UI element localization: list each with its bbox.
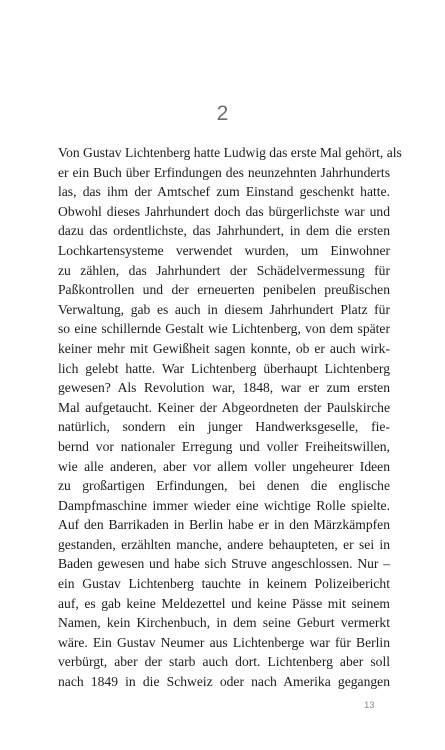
text-line: Mal aufgetaucht. Keiner der Abgeordneten der Paulskirche (58, 399, 390, 415)
text-line: Verwaltung, gab es auch in diesem Jahrhundert Platz für (58, 301, 390, 317)
text-line: dazu das ordentlichste, das Jahrhundert, in dem die ersten (58, 223, 390, 239)
text-line: ein Gustav Lichtenberg tauchte in keinem Polizeibericht (58, 576, 390, 592)
text-line: natürlich, sondern ein junger Handwerksgeselle, fie- (58, 419, 390, 435)
text-line: verbürgt, aber der starb auch dort. Lichtenberg aber soll (58, 654, 390, 670)
text-line: er ein Buch über Erfindungen des neunzehnten Jahrhunderts (58, 164, 390, 180)
text-line: wäre. Ein Gustav Neumer aus Lichtenberge war für Berlin (58, 634, 390, 650)
text-line: Baden gewesen und habe sich Struve angeschlossen. Nur – (58, 556, 390, 572)
text-line: wie alle anderen, aber vor allem voller ungeheurer Ideen (58, 458, 390, 474)
text-line: nach 1849 in die Schweiz oder nach Amerika gegangen (58, 674, 390, 690)
text-line: Auf den Barrikaden in Berlin habe er in den Märzkämpfen (58, 517, 390, 533)
text-line: Paßkontrollen und der erneuerten penibelen preußischen (58, 282, 390, 298)
text-line: auf, es gab keine Meldezettel und keine Pässe mit seinem (58, 595, 390, 611)
text-line: zu großartigen Erfindungen, bei denen die englische (58, 478, 390, 494)
chapter-number: 2 (216, 102, 229, 125)
text-line: lich gelebt hatte. War Lichtenberg überhaupt Lichtenberg (58, 360, 390, 376)
text-line: zu zählen, das Jahrhundert der Schädelvermessung für (58, 262, 390, 278)
text-line: Obwohl dieses Jahrhundert doch das bürgerlichste war und (58, 203, 390, 219)
text-line: gewesen? Als Revolution war, 1848, war er zum ersten (58, 380, 390, 396)
text-line: las, das ihm der Amtschef zum Einstand geschenkt hatte. (58, 184, 390, 200)
body-text (58, 143, 402, 692)
text-line: Lochkartensysteme verwendet wurden, um Einwohner (58, 242, 390, 258)
text-line: bernd vor nationaler Erregung und voller Freiheitswillen, (58, 438, 390, 454)
text-line: keiner mehr mit Gewißheit sagen konnte, ob er auch wirk- (58, 340, 390, 356)
text-line: Von Gustav Lichtenberg hatte Ludwig das erste Mal gehört, als (58, 145, 402, 160)
page-number: 13 (364, 700, 375, 711)
text-line: so eine schillernde Gestalt wie Lichtenberg, von dem später (58, 321, 390, 337)
text-line: Dampfmaschine immer wieder eine wichtige Rolle spielte. (58, 497, 390, 513)
text-line: Namen, kein Kirchenbuch, in dem seine Geburt vermerkt (58, 615, 390, 631)
text-line: gestanden, erzählten manche, andere behaupteten, er sei in (58, 536, 390, 552)
